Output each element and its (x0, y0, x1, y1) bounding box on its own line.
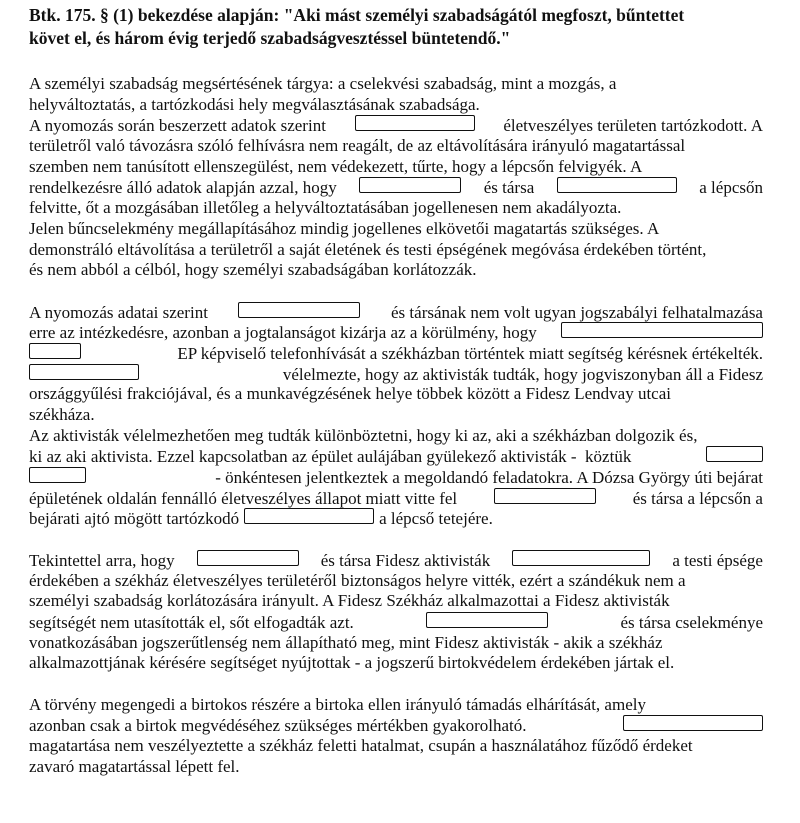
text-line: rendelkezésre álló adatok alapján azzal, hogy és társa a lépcsőn (29, 178, 763, 198)
text-line: felvitte, őt a mozgásában illetőleg a helyváltoztatásában jogellenesen nem akadályozta. (29, 198, 622, 218)
redaction-box (426, 612, 548, 628)
text-line: helyváltoztatás, a tartózkodási hely megválasztásának szabadsága. (29, 94, 480, 114)
redaction-box (561, 322, 763, 338)
text-line: A személyi szabadság megsértésének tárgya: a cselekvési szabadság, mint a mozgás, a (29, 74, 617, 93)
redaction-box (29, 364, 139, 380)
text-line: azonban csak a birtok megvédéséhez szükséges mértékben gyakorolható. (29, 715, 763, 736)
redaction-box (29, 343, 81, 359)
redaction-box (197, 550, 299, 566)
paragraph-1 (29, 74, 763, 115)
heading-line: követ el, és három évig terjedő szabadságvesztéssel büntetendő." (29, 28, 511, 48)
redaction-box (512, 550, 650, 566)
text-line: erre az intézkedésre, azonban a jogtalanságot kizárja az a körülmény, hogy (29, 322, 763, 343)
paragraph-3 (29, 302, 763, 530)
text-line: EP képviselő telefonhívását a székházban történtek miatt segítség kérésnek értékelték. (29, 343, 763, 364)
text-line: országgyűlési frakciójával, és a munkavégzésének helye többek között a Fidesz Lendvay utcai (29, 384, 671, 404)
redaction-box (557, 177, 677, 193)
text-line: segítségét nem utasították el, sőt elfogadták azt. és társa cselekménye (29, 612, 763, 632)
text-line: érdekében a székház életveszélyes területéről biztonságos helyre vitték, ezért a szándékuk nem a (29, 570, 686, 590)
redaction-box (29, 467, 86, 483)
redaction-box (238, 302, 360, 318)
text-line: A törvény megengedi a birtokos részére a birtoka ellen irányuló támadás elhárítását, amely (29, 694, 646, 714)
text-line: Az aktivisták vélelmezhetően meg tudták különböztetni, hogy ki az, aki a székházban dolgozik és, (29, 425, 698, 445)
text-line: épületének oldalán fennálló életveszélyes állapot miatt vitte fel és társa a lépcsőn a (29, 488, 763, 508)
redaction-box (359, 177, 461, 193)
text-line: magatartása nem veszélyeztette a székház feletti hatalmat, csupán a használatához fűződő érdeket (29, 736, 693, 755)
text-line: demonstráló eltávolítása a területről a saját életének és testi épségének megóvása érdekében történt, (29, 239, 707, 259)
paragraph-4 (29, 550, 763, 674)
heading-line: Btk. 175. § (1) bekezdése alapján: "Aki mást személyi szabadságától megfoszt, bűntettet (29, 5, 685, 25)
text-line: A nyomozás során beszerzett adatok szerint életveszélyes területen tartózkodott. A (29, 116, 763, 136)
text-line: székháza. (29, 405, 95, 424)
text-line: zavaró magatartással lépett fel. (29, 756, 240, 776)
text-line: vélelmezte, hogy az aktivisták tudták, hogy jogviszonyban áll a Fidesz (29, 364, 763, 385)
text-line: és nem abból a célból, hogy személyi szabadságában korlátozzák. (29, 260, 477, 280)
text-line: Jelen bűncselekmény megállapításához mindig jogellenes elkövetői magatartás szükséges. A (29, 218, 660, 238)
text-line: A nyomozás adatai szerint és társának nem volt ugyan jogszabályi felhatalmazása (29, 302, 763, 322)
redaction-box (244, 508, 374, 524)
document-heading (29, 4, 763, 50)
text-line: - önkéntesen jelentkeztek a megoldandó feladatokra. A Dózsa György úti bejárat (29, 467, 763, 488)
document-page (29, 4, 763, 777)
text-line: bejárati ajtó mögött tartózkodó a lépcső tetejére. (29, 509, 493, 529)
paragraph-2 (29, 115, 763, 281)
text-line: személyi szabadság korlátozására irányult. A Fidesz Székház alkalmazottai a Fidesz aktivisták (29, 591, 670, 611)
text-line: szemben nem tanúsított ellenszegülést, nem védekezett, tűrte, hogy a lépcsőn felvigyék. A (29, 156, 643, 176)
text-line: ki az aki aktivista. Ezzel kapcsolatban az épület aulájában gyülekező aktivisták - köztük (29, 446, 763, 467)
redaction-box (355, 115, 475, 131)
paragraph-5 (29, 695, 763, 778)
text-line: Tekintettel arra, hogy és társa Fidesz aktivisták a testi épsége (29, 550, 763, 570)
text-line: vonatkozásában jogszerűtlenség nem állapítható meg, mint Fidesz aktivisták - akik a székház (29, 632, 663, 652)
redaction-box (623, 715, 763, 731)
text-line: alkalmazottjának kérésére segítséget nyújtottak - a jogszerű birtokvédelem érdekében jártak el. (29, 653, 675, 673)
text-line: területről való távozásra szóló felhívásra nem reagált, de az eltávolítására irányuló magatartással (29, 136, 686, 156)
redaction-box (706, 446, 763, 462)
redaction-box (494, 488, 596, 504)
